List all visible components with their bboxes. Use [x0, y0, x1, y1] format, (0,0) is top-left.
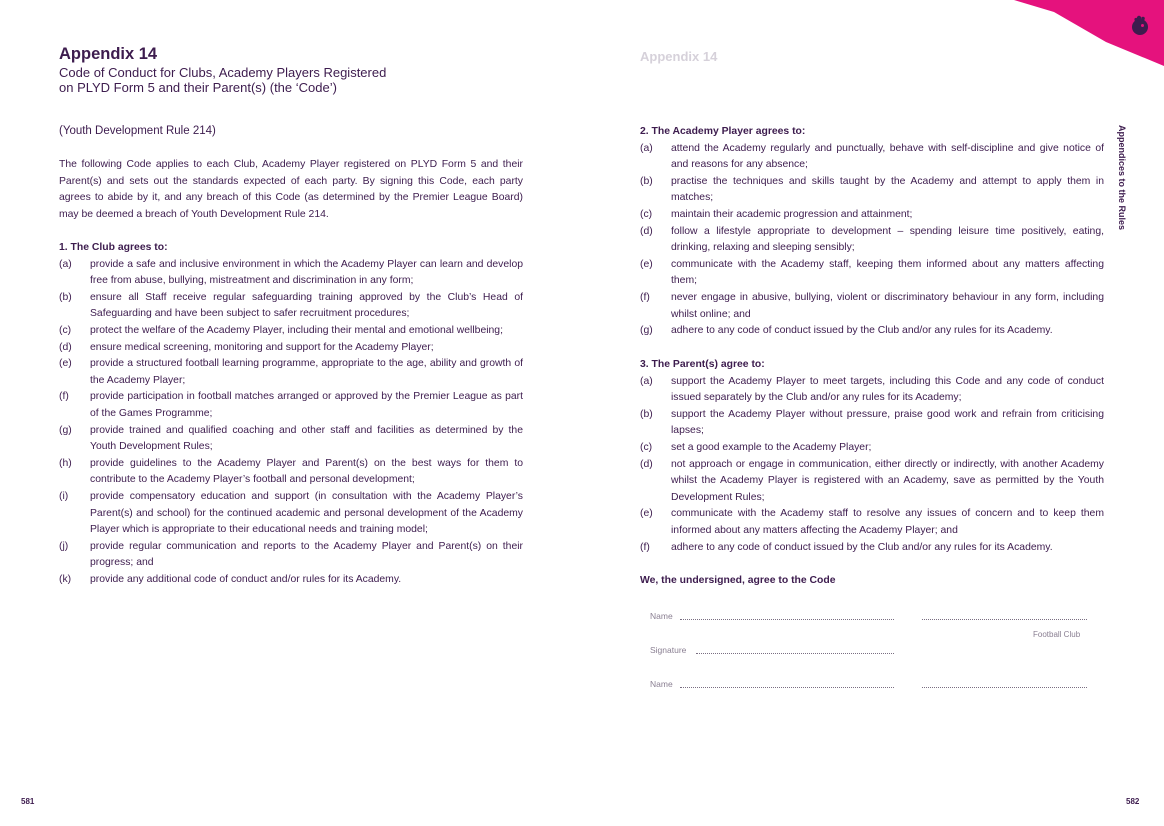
clause-text: maintain their academic progression and attainment; [671, 208, 913, 220]
clause-item [640, 141, 1104, 174]
clause-text: never engage in abusive, bullying, violent or discriminatory behaviour in any form, including whilst online; and [671, 291, 1104, 320]
clause-text: provide regular communication and reports to the Academy Player and Parent(s) on their progress; and [90, 540, 523, 569]
clause-text: attend the Academy regularly and punctually, behave with self-discipline and give notice of and reasons for any absence; [671, 142, 1104, 171]
clause-text: set a good example to the Academy Player; [671, 441, 872, 453]
clause-key: (j) [59, 540, 69, 552]
clause-text: practise the techniques and skills taught by the Academy and attempt to apply them in matches; [671, 175, 1104, 204]
clause-item [640, 407, 1104, 440]
clause-text: communicate with the Academy staff, keeping them informed about any matters affecting them; [671, 258, 1104, 287]
parent-heading: 3. The Parent(s) agree to: [640, 359, 765, 370]
clause-text: protect the welfare of the Academy Player, including their mental and emotional wellbeing; [90, 324, 503, 336]
clause-item [640, 374, 1104, 407]
clause-item [59, 389, 523, 422]
running-header: Appendix 14 [640, 49, 718, 64]
clause-text: provide participation in football matches arranged or approved by the Premier League as part of the Games Programme; [90, 391, 523, 419]
clause-item [59, 572, 523, 589]
clause-key: (h) [59, 457, 72, 469]
club-caption: Football Club [1033, 630, 1081, 639]
clause-key: (e) [640, 508, 653, 520]
clause-key: (k) [59, 573, 72, 585]
clause-item [640, 506, 1104, 539]
clause-item [640, 290, 1104, 323]
clause-key: (b) [59, 291, 72, 303]
player-clause-list [640, 141, 1104, 340]
clause-key: (c) [59, 324, 72, 336]
brand-corner-graphic [1014, 0, 1164, 70]
clause-text: communicate with the Academy staff to resolve any issues of concern and to keep them informed about any matters affecting the Academy Player; and [671, 508, 1104, 536]
clause-text: provide guidelines to the Academy Player and Parent(s) on the best ways for them to contribute to the Academy Player’s football and personal development; [90, 457, 523, 486]
clause-text: support the Academy Player without pressure, praise good work and refrain from criticising lapses; [671, 408, 1104, 437]
clause-item [640, 224, 1104, 257]
clause-item [640, 174, 1104, 207]
clause-item [640, 323, 1104, 340]
club-name-line[interactable] [922, 619, 1087, 620]
side-tab [1117, 125, 1134, 247]
parent-clause-list [640, 374, 1104, 557]
page-subtitle [59, 65, 459, 95]
clause-key: (e) [640, 258, 653, 270]
clause-item [640, 457, 1104, 507]
signature-line[interactable] [696, 653, 894, 654]
clause-key: (g) [640, 325, 653, 337]
name-line[interactable] [680, 687, 894, 688]
clause-key: (d) [640, 458, 653, 470]
signature-label: Signature [650, 645, 687, 655]
clause-item [640, 207, 1104, 224]
intro-paragraph: The following Code applies to each Club, Academy Player registered on PLYD Form 5 and their Parent(s) and sets out the standards expected of each party. By signing this Code, each party agrees to abide by it, and any breach of this Code (as determined by the Premier League Board) may be deemed a breach of Youth Development Rule 214. [59, 159, 523, 220]
clause-key: (c) [640, 208, 653, 220]
subtitle-line: on PLYD Form 5 and their Parent(s) (the ‘Code’) [59, 80, 337, 95]
name-line[interactable] [922, 687, 1087, 688]
clause-key: (f) [59, 391, 69, 403]
club-section [59, 240, 523, 588]
clause-key: (e) [59, 358, 72, 370]
page-title: Appendix 14 [59, 45, 158, 63]
clause-text: not approach or engage in communication, either directly or indirectly, with another Academy whilst the Academy Player is registered with an Academy, save as permitted by the Youth Development Rules; [671, 458, 1104, 503]
club-heading: 1. The Club agrees to: [59, 242, 168, 253]
clause-text: provide a safe and inclusive environment in which the Academy Player can learn and develop free from abuse, bullying, mistreatment and discrimination in any form; [90, 258, 523, 287]
clause-text: provide compensatory education and support (in consultation with the Academy Player’s Parent(s) and school) for the continued academic and personal development of the Academy Player which is appropriate to their educational needs and training model; [90, 490, 523, 536]
clause-text: ensure medical screening, monitoring and support for the Academy Player; [90, 341, 434, 353]
clause-text: adhere to any code of conduct issued by the Club and/or any rules for its Academy. [671, 325, 1053, 337]
rule-reference: (Youth Development Rule 214) [59, 125, 216, 137]
clause-item [640, 440, 1104, 457]
clause-text: ensure all Staff receive regular safeguarding training approved by the Club’s Head of Safeguarding and have been subject to safer recruitment procedures; [90, 291, 523, 320]
clause-key: (f) [640, 541, 650, 553]
clause-key: (b) [640, 408, 653, 420]
agreement-heading: We, the undersigned, agree to the Code [640, 575, 836, 586]
clause-key: (a) [640, 375, 653, 387]
name-label: Name [650, 679, 673, 689]
clause-text: support the Academy Player to meet targets, including this Code and any code of conduct issued separately by the Club and/or any rules for its Academy; [671, 375, 1104, 404]
subtitle-line: Code of Conduct for Clubs, Academy Players Registered [59, 65, 387, 80]
clause-key: (i) [59, 490, 69, 502]
clause-key: (b) [640, 175, 653, 187]
name-label: Name [650, 611, 673, 621]
clause-item [59, 257, 523, 290]
clause-item [59, 539, 523, 572]
player-section [640, 124, 1104, 340]
clause-key: (f) [640, 291, 650, 303]
clause-key: (a) [640, 142, 653, 154]
clause-key: (d) [59, 341, 72, 353]
parent-section [640, 357, 1104, 556]
side-tab-label: Appendices to the Rules [1117, 125, 1127, 231]
clause-item [59, 340, 523, 357]
clause-key: (a) [59, 258, 72, 270]
right-page [582, 0, 1164, 826]
clause-text: adhere to any code of conduct issued by the Club and/or any rules for its Academy. [671, 541, 1053, 553]
clause-key: (d) [640, 225, 653, 237]
clause-item [640, 540, 1104, 557]
clause-text: follow a lifestyle appropriate to development – spending leisure time positively, eating, drinking, relaxing and sleeping sensibly; [671, 225, 1104, 254]
clause-text: provide trained and qualified coaching and other staff and facilities as determined by the Youth Development Rules; [90, 424, 523, 453]
clause-item [59, 423, 523, 456]
clause-text: provide any additional code of conduct and/or rules for its Academy. [90, 573, 402, 585]
clause-key: (c) [640, 441, 653, 453]
clause-text: provide a structured football learning programme, appropriate to the age, ability and growth of the Academy Player; [90, 358, 523, 386]
clause-item [59, 456, 523, 489]
clause-item [59, 290, 523, 323]
clause-key: (g) [59, 424, 72, 436]
page-number: 581 [21, 797, 35, 806]
club-clause-list [59, 257, 523, 589]
page-number: 582 [1126, 797, 1140, 806]
clause-item [59, 489, 523, 539]
clause-item [640, 257, 1104, 290]
player-heading: 2. The Academy Player agrees to: [640, 126, 806, 137]
name-line[interactable] [680, 619, 894, 620]
clause-item [59, 323, 523, 340]
clause-item [59, 356, 523, 389]
